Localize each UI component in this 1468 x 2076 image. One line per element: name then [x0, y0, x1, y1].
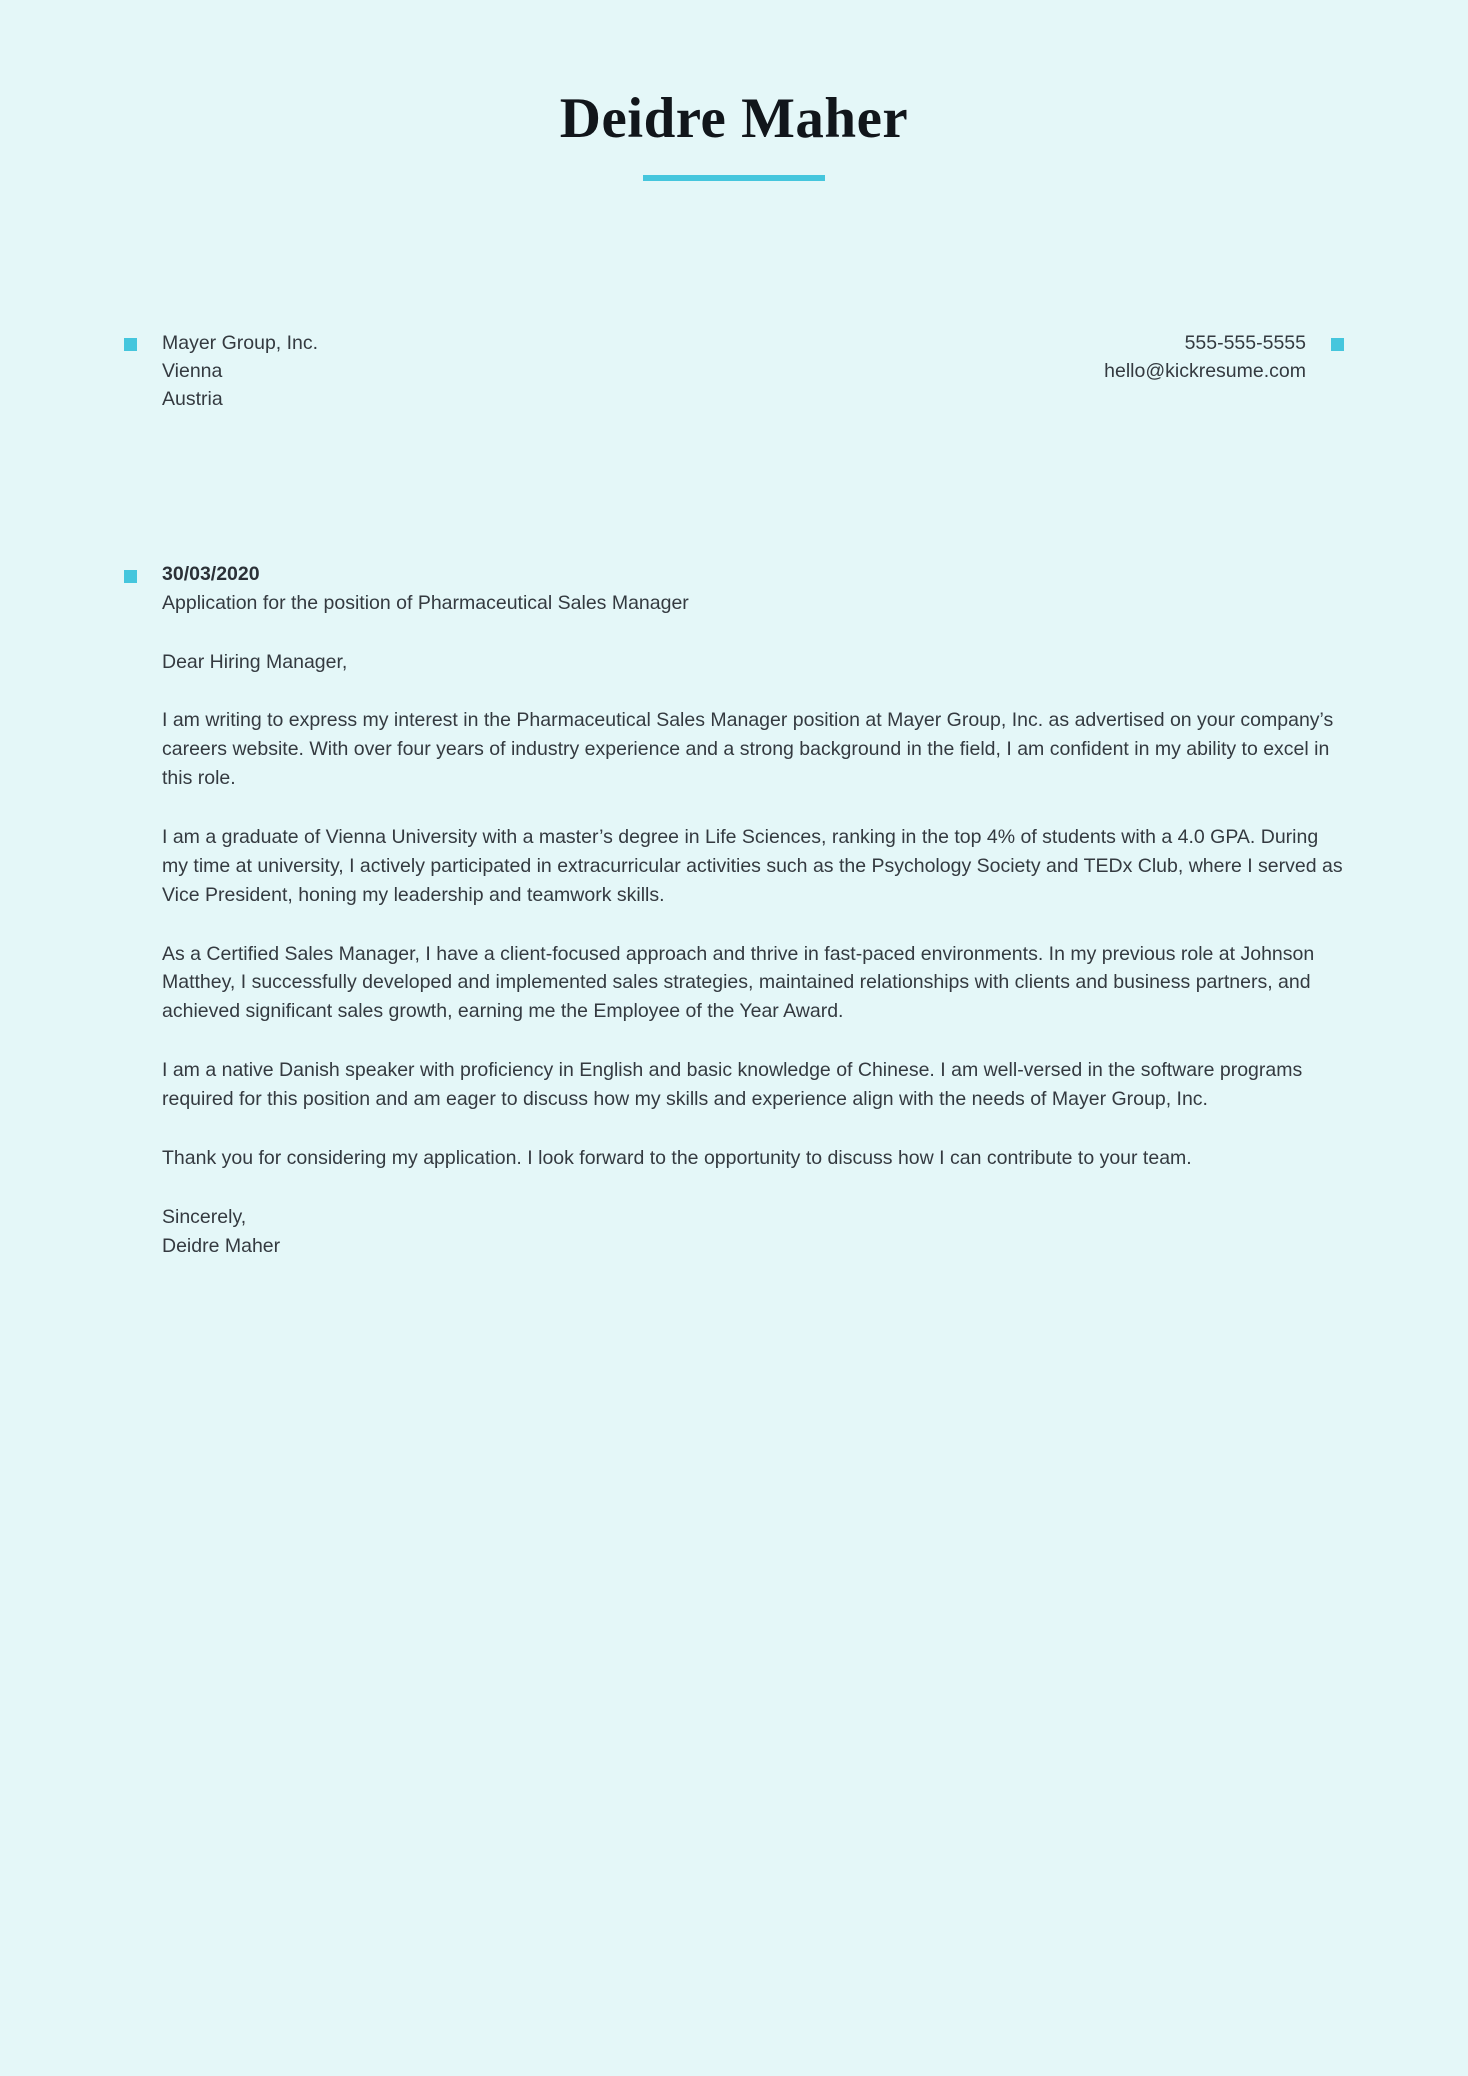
contact-phone: 555-555-5555 [1184, 331, 1306, 354]
letter-paragraph: I am a native Danish speaker with proficiency in English and basic knowledge of Chinese. I am well-versed in the software programs required for this position and am eager to discuss how my skills and experience align with the needs of Mayer Group, Inc. [162, 1059, 1303, 1110]
letter-paragraph: As a Certified Sales Manager, I have a client-focused approach and thrive in fast-paced environments. In my previous role at Johnson Matthey, I successfully developed and implemented sales strategies, maintained relationships with clients and business partners, and achieved significant sales growth, earning me the Employee of the Year Award. [162, 942, 1315, 1023]
page-title: Deidre Maher [559, 87, 909, 150]
contact-email: hello@kickresume.com [1104, 359, 1306, 382]
letter-date: 30/03/2020 [162, 562, 260, 585]
recipient-address-block [124, 329, 318, 413]
address-contact-row [0, 329, 1468, 413]
title-underline-accent [643, 175, 825, 181]
letter-body [0, 561, 1468, 1260]
square-bullet-icon [1331, 338, 1344, 351]
square-bullet-icon [124, 338, 137, 351]
recipient-city: Vienna [162, 359, 223, 382]
square-bullet-icon [124, 570, 137, 583]
letter-subject: Application for the position of Pharmaceutical Sales Manager [162, 592, 689, 615]
document-header [0, 0, 1468, 181]
sender-contact-block [1104, 329, 1344, 385]
letter-paragraph: I am writing to express my interest in the Pharmaceutical Sales Manager position at Mayer Group, Inc. as advertised on your company’s careers website. With over four years of industry experience and a strong background in the field, I am confident in my ability to excel in this role. [162, 709, 1334, 790]
letter-signoff [162, 1203, 1344, 1261]
letter-salutation: Dear Hiring Manager, [162, 650, 348, 673]
letter-closing: Sincerely, [162, 1205, 247, 1228]
recipient-country: Austria [162, 387, 223, 410]
letter-paragraph: I am a graduate of Vienna University with a master’s degree in Life Sciences, ranking in the top 4% of students with a 4.0 GPA. During my time at university, I actively participated in extracurricular activities such as the Psychology Society and TEDx Club, where I served as Vice President, honing my leadership and teamwork skills. [162, 825, 1343, 906]
letter-paragraph: Thank you for considering my application. I look forward to the opportunity to discuss how I can contribute to your team. [162, 1146, 1192, 1169]
letter-signature: Deidre Maher [162, 1234, 281, 1257]
recipient-company: Mayer Group, Inc. [162, 331, 319, 354]
